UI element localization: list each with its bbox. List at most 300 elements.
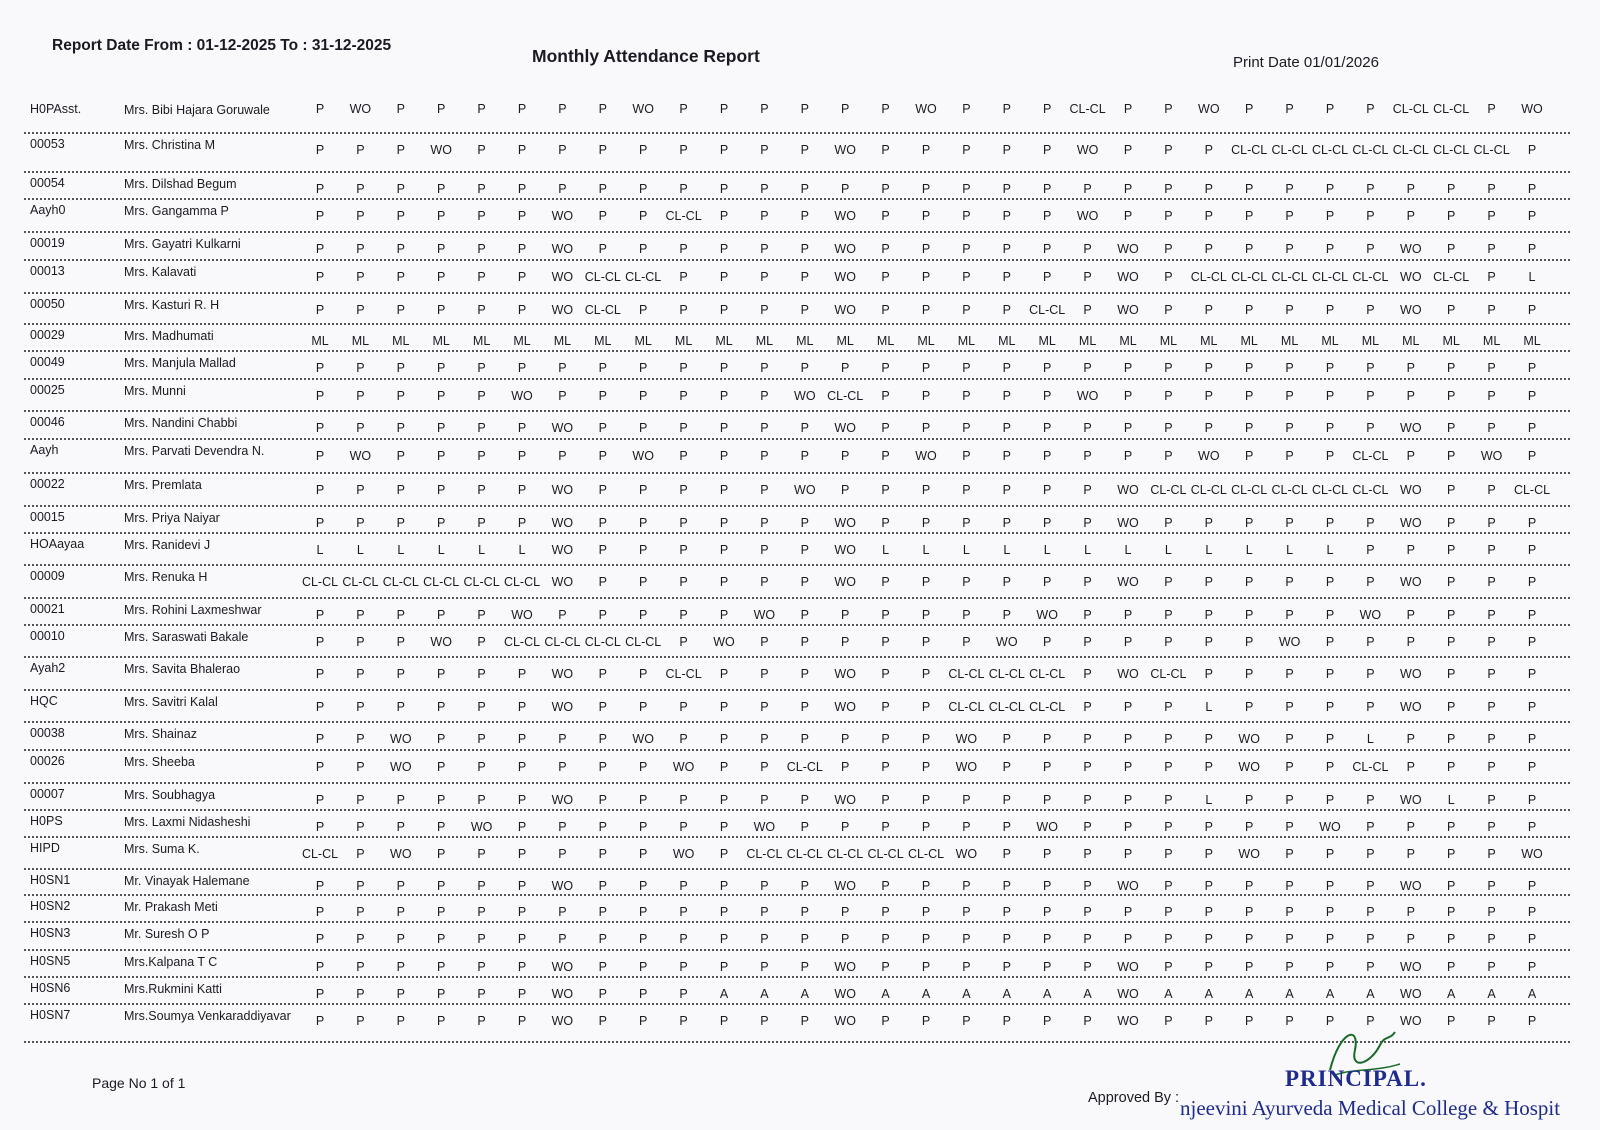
day-status: P <box>719 700 729 714</box>
day-status: CL-CL <box>948 667 985 681</box>
day-status: P <box>437 793 446 807</box>
day-status: P <box>477 760 486 774</box>
day-status: P <box>719 449 729 463</box>
day-status: CL-CL <box>1029 700 1066 714</box>
day-status: P <box>1447 700 1456 714</box>
day-status: CL-CL <box>382 575 419 589</box>
day-status: P <box>437 102 446 116</box>
day-status: L <box>1245 543 1253 557</box>
day-status: P <box>1487 905 1496 919</box>
day-status: P <box>1527 303 1537 317</box>
day-status: P <box>1204 820 1213 834</box>
day-status: P <box>1406 543 1415 557</box>
day-status: WO <box>1117 242 1139 256</box>
day-status: WO <box>834 987 856 1001</box>
day-status: P <box>1002 182 1011 196</box>
employee-code: Aayh0 <box>30 203 66 217</box>
day-status: A <box>1083 987 1092 1001</box>
day-status: P <box>315 667 325 681</box>
day-status: P <box>1164 242 1173 256</box>
day-status: P <box>1245 793 1254 807</box>
day-status: P <box>558 608 567 622</box>
row-divider <box>24 976 1570 978</box>
day-status: P <box>962 209 971 223</box>
day-status: ML <box>674 334 693 348</box>
day-status: P <box>1487 303 1496 317</box>
day-status: P <box>800 700 809 714</box>
day-status: P <box>962 449 971 463</box>
day-status: P <box>841 102 850 116</box>
day-status: P <box>921 732 931 746</box>
day-status: WO <box>672 760 695 774</box>
employee-code: 00026 <box>30 754 65 768</box>
day-status: P <box>598 905 607 919</box>
day-status: WO <box>915 449 937 463</box>
day-status: CL-CL <box>1271 143 1308 157</box>
day-status: CL-CL <box>1271 483 1308 497</box>
day-status: P <box>1527 700 1537 714</box>
day-status: P <box>315 820 325 834</box>
day-status: P <box>1406 847 1415 861</box>
day-status: P <box>1083 361 1092 375</box>
day-status: P <box>639 182 648 196</box>
day-status: P <box>1043 879 1052 893</box>
day-status: P <box>639 483 648 497</box>
day-status: P <box>639 700 648 714</box>
day-status: WO <box>551 242 574 256</box>
employee-name: Mrs. Parvati Devendra N. <box>124 444 265 458</box>
day-status: P <box>315 732 325 746</box>
day-status: P <box>841 932 850 946</box>
day-status: P <box>800 182 809 196</box>
day-status: A <box>760 987 769 1001</box>
day-status: P <box>437 732 446 746</box>
day-status: P <box>1245 667 1254 681</box>
day-status: P <box>1204 575 1213 589</box>
day-status: WO <box>551 700 574 714</box>
day-status: CL-CL <box>907 847 945 861</box>
employee-code: 00049 <box>30 355 65 369</box>
day-status: P <box>639 793 648 807</box>
day-status: P <box>598 182 607 196</box>
day-status: P <box>1406 932 1415 946</box>
day-status: P <box>396 182 405 196</box>
day-status: P <box>962 1014 971 1028</box>
day-status: P <box>921 483 931 497</box>
day-status: L <box>1528 270 1536 284</box>
day-status: WO <box>551 516 574 530</box>
day-status: ML <box>594 334 612 348</box>
day-status: P <box>1123 820 1133 834</box>
day-status: P <box>719 905 729 919</box>
day-status: P <box>1123 421 1133 435</box>
day-status: WO <box>1117 483 1139 497</box>
day-status: P <box>356 483 365 497</box>
day-status: P <box>1366 421 1375 435</box>
employee-name: Mrs. Savitri Kalal <box>124 695 218 709</box>
day-status: P <box>1366 905 1375 919</box>
day-status: WO <box>834 575 856 589</box>
day-status: A <box>1487 987 1496 1001</box>
day-status: P <box>517 905 527 919</box>
day-status: CL-CL <box>503 635 541 649</box>
day-status: P <box>962 421 971 435</box>
employee-name: Mr. Vinayak Halemane <box>124 874 250 888</box>
day-status: P <box>881 960 890 974</box>
day-status: P <box>1527 905 1537 919</box>
day-status: A <box>1204 987 1213 1001</box>
day-status: P <box>1123 793 1133 807</box>
day-status: A <box>719 987 729 1001</box>
day-status: P <box>437 820 446 834</box>
day-status: P <box>962 608 971 622</box>
day-status: P <box>437 760 446 774</box>
day-status: P <box>437 242 446 256</box>
day-status: P <box>881 1014 890 1028</box>
day-status: P <box>1083 449 1092 463</box>
day-status: P <box>1447 608 1456 622</box>
day-status: ML <box>1119 334 1137 348</box>
day-status: ML <box>1200 334 1218 348</box>
row-divider <box>24 868 1570 870</box>
day-status: WO <box>1117 303 1139 317</box>
day-status: P <box>639 543 648 557</box>
day-status: P <box>477 483 486 497</box>
day-status: P <box>1366 1014 1375 1028</box>
day-status: P <box>1527 793 1537 807</box>
day-status: P <box>1406 608 1415 622</box>
day-status: P <box>1487 389 1496 403</box>
day-status: P <box>477 667 486 681</box>
day-status: P <box>1164 879 1173 893</box>
day-status: P <box>598 483 607 497</box>
day-status: A <box>1527 987 1537 1001</box>
day-status: P <box>1366 847 1375 861</box>
day-status: P <box>477 608 486 622</box>
day-status: P <box>800 270 809 284</box>
day-status: P <box>1325 389 1335 403</box>
day-status: L <box>518 543 526 557</box>
day-status: P <box>437 483 446 497</box>
day-status: P <box>760 182 769 196</box>
day-status: P <box>719 270 729 284</box>
day-status: P <box>356 389 365 403</box>
day-status: P <box>1245 575 1254 589</box>
day-status: WO <box>794 389 816 403</box>
day-status: P <box>1043 389 1052 403</box>
day-status: P <box>1285 209 1294 223</box>
day-status: P <box>1002 793 1011 807</box>
day-status: CL-CL <box>544 635 581 649</box>
day-status: WO <box>390 760 412 774</box>
day-status: P <box>315 1014 325 1028</box>
employee-name: Mrs. Manjula Mallad <box>124 356 236 370</box>
day-status: P <box>1083 575 1092 589</box>
day-status: P <box>760 667 769 681</box>
day-status: WO <box>1117 516 1139 530</box>
day-status: P <box>1245 960 1254 974</box>
employee-name: Mrs. Shainaz <box>124 727 197 741</box>
day-status: P <box>1487 421 1496 435</box>
day-status: P <box>719 242 729 256</box>
day-status: P <box>679 700 688 714</box>
day-status: P <box>719 543 729 557</box>
day-status: P <box>1447 847 1456 861</box>
day-status: P <box>1447 879 1456 893</box>
employee-code: 00046 <box>30 415 65 429</box>
day-status: CL-CL <box>827 847 864 861</box>
day-status: CL-CL <box>1190 483 1227 497</box>
day-status: P <box>356 667 365 681</box>
day-status: P <box>760 960 769 974</box>
day-status: P <box>760 1014 769 1028</box>
day-status: P <box>962 575 971 589</box>
day-status: WO <box>1400 987 1422 1001</box>
day-status: P <box>437 303 446 317</box>
row-divider <box>24 472 1570 474</box>
day-status: P <box>598 700 607 714</box>
day-status: P <box>921 793 931 807</box>
day-status: P <box>356 209 365 223</box>
day-status: WO <box>1238 732 1260 746</box>
day-status: P <box>396 608 405 622</box>
day-status: L <box>1164 543 1172 557</box>
day-status: ML <box>392 334 410 348</box>
day-status: P <box>437 608 446 622</box>
day-status: P <box>315 700 325 714</box>
employee-name: Mrs. Priya Naiyar <box>124 511 220 525</box>
day-status: P <box>517 242 527 256</box>
day-status: P <box>881 303 890 317</box>
day-status: P <box>881 270 890 284</box>
day-status: L <box>1286 543 1294 557</box>
day-status: P <box>1164 389 1173 403</box>
day-status: P <box>921 242 931 256</box>
day-status: P <box>1164 608 1173 622</box>
day-status: P <box>1204 361 1213 375</box>
day-status: P <box>598 847 607 861</box>
day-status: P <box>1527 389 1537 403</box>
day-status: P <box>639 847 648 861</box>
day-status: P <box>1527 608 1537 622</box>
day-status: P <box>1002 732 1011 746</box>
employee-code: HIPD <box>30 841 60 855</box>
day-status: P <box>962 270 971 284</box>
day-status: A <box>962 987 971 1001</box>
day-status: P <box>1325 575 1335 589</box>
day-status: CL-CL <box>1231 143 1268 157</box>
day-status: P <box>1002 449 1011 463</box>
day-status: P <box>396 879 405 893</box>
day-status: P <box>679 449 688 463</box>
day-status: P <box>719 209 729 223</box>
day-status: P <box>679 421 688 435</box>
day-status: P <box>315 421 325 435</box>
day-status: WO <box>1036 608 1058 622</box>
day-status: P <box>1002 516 1011 530</box>
day-status: P <box>517 820 527 834</box>
day-status: ML <box>1159 334 1178 348</box>
principal-stamp-college: njeevini Ayurveda Medical College & Hospit <box>1180 1096 1561 1120</box>
day-status: P <box>558 102 567 116</box>
day-status: P <box>1447 820 1456 834</box>
day-status: P <box>1083 879 1092 893</box>
day-status: WO <box>1036 820 1058 834</box>
day-status: P <box>962 635 971 649</box>
employee-code: 00007 <box>30 787 65 801</box>
day-status: P <box>1123 847 1133 861</box>
day-status: P <box>1083 270 1092 284</box>
day-status: P <box>1002 483 1011 497</box>
day-status: WO <box>834 516 856 530</box>
day-status: CL-CL <box>1433 270 1470 284</box>
day-status: P <box>881 449 890 463</box>
day-status: P <box>719 483 729 497</box>
day-status: P <box>1164 303 1173 317</box>
employee-name: Mrs. Nandini Chabbi <box>124 416 238 430</box>
day-status: WO <box>390 847 412 861</box>
day-status: L <box>1205 793 1213 807</box>
day-status: WO <box>1117 987 1139 1001</box>
day-status: P <box>598 242 607 256</box>
day-status: WO <box>551 483 574 497</box>
day-status: P <box>719 389 729 403</box>
day-status: P <box>921 932 931 946</box>
day-status: P <box>1487 608 1496 622</box>
day-status: P <box>1164 516 1173 530</box>
day-status: WO <box>834 143 856 157</box>
day-status: P <box>1527 760 1537 774</box>
day-status: P <box>1447 635 1456 649</box>
day-status: A <box>921 987 931 1001</box>
day-status: P <box>921 421 931 435</box>
day-status: P <box>396 820 405 834</box>
day-status: P <box>1164 793 1173 807</box>
employee-code: 00021 <box>30 602 65 616</box>
day-status: P <box>679 987 688 1001</box>
day-status: A <box>881 987 890 1001</box>
day-status: P <box>477 847 486 861</box>
day-status: WO <box>551 209 574 223</box>
day-status: P <box>1285 793 1294 807</box>
day-status: P <box>639 143 648 157</box>
day-status: P <box>962 389 971 403</box>
day-status: P <box>921 575 931 589</box>
day-status: P <box>1204 732 1213 746</box>
day-status: P <box>1204 760 1213 774</box>
employee-code: HOAayaa <box>30 537 85 551</box>
day-status: P <box>437 361 446 375</box>
day-status: P <box>1245 932 1254 946</box>
employee-name: Mrs. Gayatri Kulkarni <box>124 237 241 251</box>
day-status: P <box>315 516 325 530</box>
day-status: P <box>598 361 607 375</box>
day-status: ML <box>1482 334 1501 348</box>
day-status: P <box>315 635 325 649</box>
day-status: WO <box>1198 449 1220 463</box>
day-status: P <box>1325 516 1335 530</box>
day-status: P <box>1527 879 1537 893</box>
day-status: P <box>356 242 365 256</box>
day-status: P <box>1002 421 1011 435</box>
day-status: ML <box>917 334 935 348</box>
day-status: CL-CL <box>1190 270 1227 284</box>
day-status: P <box>558 732 567 746</box>
day-status: P <box>719 303 729 317</box>
day-status: P <box>477 879 486 893</box>
day-status: ML <box>715 334 733 348</box>
day-status: P <box>800 449 809 463</box>
day-status: A <box>1164 987 1173 1001</box>
day-status: P <box>396 270 405 284</box>
day-status: P <box>719 182 729 196</box>
day-status: P <box>1527 667 1537 681</box>
day-status: P <box>356 847 365 861</box>
day-status: P <box>1325 732 1335 746</box>
day-status: P <box>1002 303 1011 317</box>
day-status: A <box>1366 987 1375 1001</box>
day-status: P <box>1325 793 1335 807</box>
day-status: P <box>396 905 405 919</box>
day-status: A <box>1447 987 1456 1001</box>
day-status: WO <box>1076 389 1099 403</box>
day-status: P <box>881 483 890 497</box>
day-status: P <box>1043 516 1052 530</box>
print-date: Print Date 01/01/2026 <box>1233 54 1379 71</box>
day-status: P <box>1204 879 1213 893</box>
day-status: CL-CL <box>665 209 702 223</box>
day-status: P <box>921 700 931 714</box>
day-status: P <box>558 449 567 463</box>
day-status: P <box>1487 543 1496 557</box>
day-status: P <box>1043 847 1052 861</box>
row-divider <box>24 259 1570 261</box>
day-status: WO <box>1400 793 1422 807</box>
day-status: P <box>517 847 527 861</box>
day-status: P <box>1366 361 1375 375</box>
day-status: P <box>396 303 405 317</box>
day-status: P <box>1002 608 1011 622</box>
day-status: CL-CL <box>463 575 500 589</box>
employee-name: Mrs. Savita Bhalerao <box>124 662 241 676</box>
day-status: P <box>800 793 809 807</box>
day-status: P <box>760 543 769 557</box>
day-status: P <box>1447 303 1456 317</box>
day-status: P <box>1204 932 1213 946</box>
day-status: P <box>1123 905 1133 919</box>
day-status: CL-CL <box>786 760 823 774</box>
day-status: P <box>1285 732 1294 746</box>
day-status: WO <box>1238 847 1260 861</box>
day-status: P <box>1487 270 1496 284</box>
day-status: P <box>881 608 890 622</box>
employee-code: 00038 <box>30 726 65 740</box>
day-status: P <box>517 303 527 317</box>
day-status: P <box>396 389 405 403</box>
day-status: P <box>558 847 567 861</box>
day-status: P <box>437 209 446 223</box>
day-status: P <box>356 303 365 317</box>
page-number: Page No 1 of 1 <box>92 1075 186 1091</box>
day-status: P <box>396 987 405 1001</box>
employee-name: Mrs. Dilshad Begum <box>124 177 237 191</box>
day-status: P <box>841 483 850 497</box>
day-status: P <box>1325 303 1335 317</box>
day-status: WO <box>1117 667 1139 681</box>
day-status: CL-CL <box>867 847 904 861</box>
day-status: P <box>1043 483 1052 497</box>
day-status: P <box>921 760 931 774</box>
